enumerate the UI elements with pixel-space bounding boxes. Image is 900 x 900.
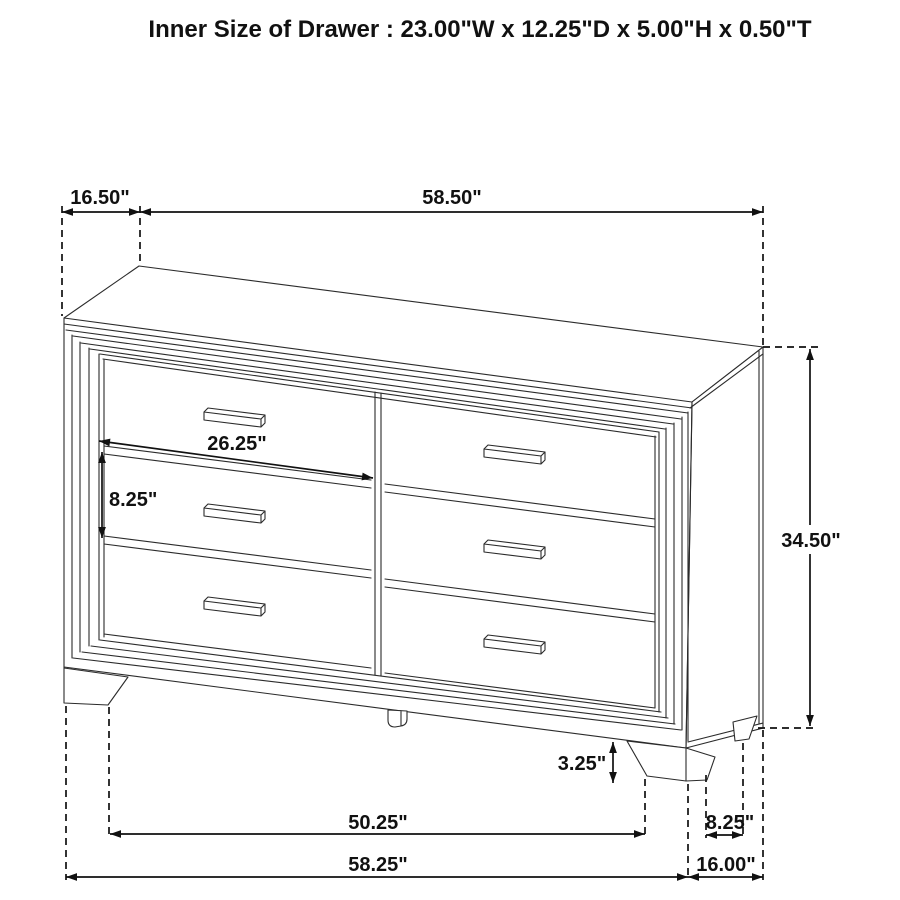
drawer-handle [484,445,545,464]
dim-label-top-width: 58.50" [422,187,482,209]
center-support-leg [388,710,407,727]
dim-label-overall-height: 34.50" [781,530,841,552]
dim-label-front-leg-span: 50.25" [348,812,408,834]
drawer-handle [484,540,545,559]
dim-label-floor-depth: 16.00" [696,854,756,876]
case-left-edge [64,318,104,668]
center-divider [375,392,381,676]
front-right-leg [627,741,715,781]
dim-label-drawer-width: 26.25" [207,433,267,455]
drawer-seams-left [104,446,371,668]
dresser-side-panel [686,347,763,748]
drawer-handle [204,597,265,616]
drawer-handle [204,408,265,427]
case-right-edge [655,405,692,748]
dresser-drawing [64,266,763,781]
dim-label-top-depth: 16.50" [70,187,130,209]
drawer-seams-right [385,484,655,708]
diagram-title: Inner Size of Drawer : 23.00"W x 12.25"D x 5.00"H x 0.50"T [148,16,812,43]
drawer-handle [204,504,265,523]
dim-label-floor-width: 58.25" [348,854,408,876]
dim-label-side-leg-span: 8.25" [705,812,755,834]
dresser-top-face [64,266,763,402]
dim-label-drawer-face-height: 8.25" [109,489,158,511]
drawer-handle [484,635,545,654]
dim-label-leg-height: 3.25" [557,753,607,775]
